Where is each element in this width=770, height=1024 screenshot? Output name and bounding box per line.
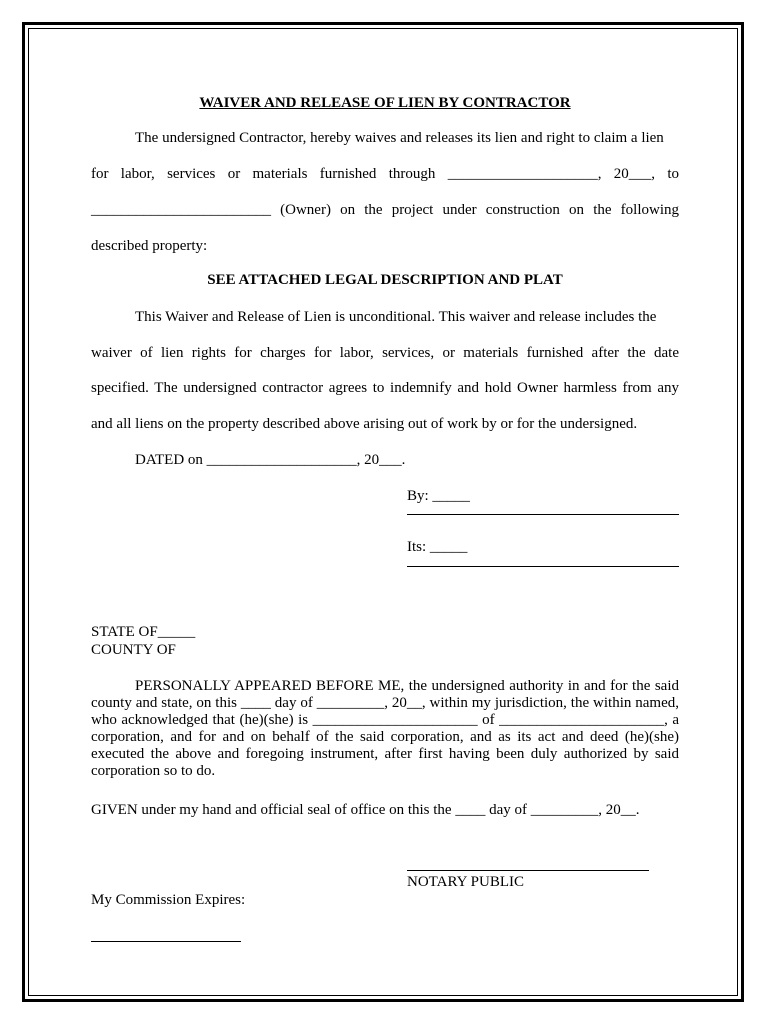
para1-line3: ________________________ (Owner) on the project under construction on the following bbox=[91, 202, 679, 218]
notary-signature-line bbox=[407, 870, 649, 871]
its-title-label: Its: _____ bbox=[407, 539, 468, 555]
commission-expires-line bbox=[91, 941, 241, 942]
para1-line1: The undersigned Contractor, hereby waives and releases its lien and right to claim a lien bbox=[135, 130, 664, 146]
para2-line1: This Waiver and Release of Lien is unconditional. This waiver and release includes the bbox=[135, 309, 657, 325]
by-signature-label: By: _____ bbox=[407, 488, 470, 504]
commission-expires-label: My Commission Expires: bbox=[91, 892, 246, 908]
given-under-hand-line: GIVEN under my hand and official seal of office on this the ____ day of _________, 20__. bbox=[91, 802, 640, 818]
county-label: COUNTY OF bbox=[91, 642, 176, 658]
notary-acknowledgment-paragraph: PERSONALLY APPEARED BEFORE ME, the undersigned authority in and for the said county and state, on this ____ day of _________, 20__, within my jurisdiction, the within named, who acknowledged that (he)(she) is ______________________ of ______________________, a corporation, and for and on behalf of the said corporation, and as its act and deed (he)(she) executed the above and foregoing instrument, after first having been duly authorized by said corporation so to do. bbox=[91, 678, 679, 779]
its-signature-line bbox=[407, 566, 679, 567]
notary-public-label: NOTARY PUBLIC bbox=[407, 874, 525, 890]
legal-description-heading: SEE ATTACHED LEGAL DESCRIPTION AND PLAT bbox=[207, 272, 563, 288]
para2-line4: and all liens on the property described above arising out of work by or for the undersigned. bbox=[91, 416, 638, 432]
para1-line4: described property: bbox=[91, 238, 208, 254]
para2-line2: waiver of lien rights for charges for labor, services, or materials furnished after the date bbox=[91, 345, 679, 361]
para1-line2: for labor, services or materials furnished through ____________________, 20___, to bbox=[91, 166, 679, 182]
document-title: WAIVER AND RELEASE OF LIEN BY CONTRACTOR bbox=[199, 95, 571, 111]
by-signature-line bbox=[407, 514, 679, 515]
dated-line: DATED on ____________________, 20___. bbox=[135, 452, 406, 468]
para2-line3: specified. The undersigned contractor agrees to indemnify and hold Owner harmless from any bbox=[91, 380, 679, 396]
state-label: STATE OF_____ bbox=[91, 624, 196, 640]
